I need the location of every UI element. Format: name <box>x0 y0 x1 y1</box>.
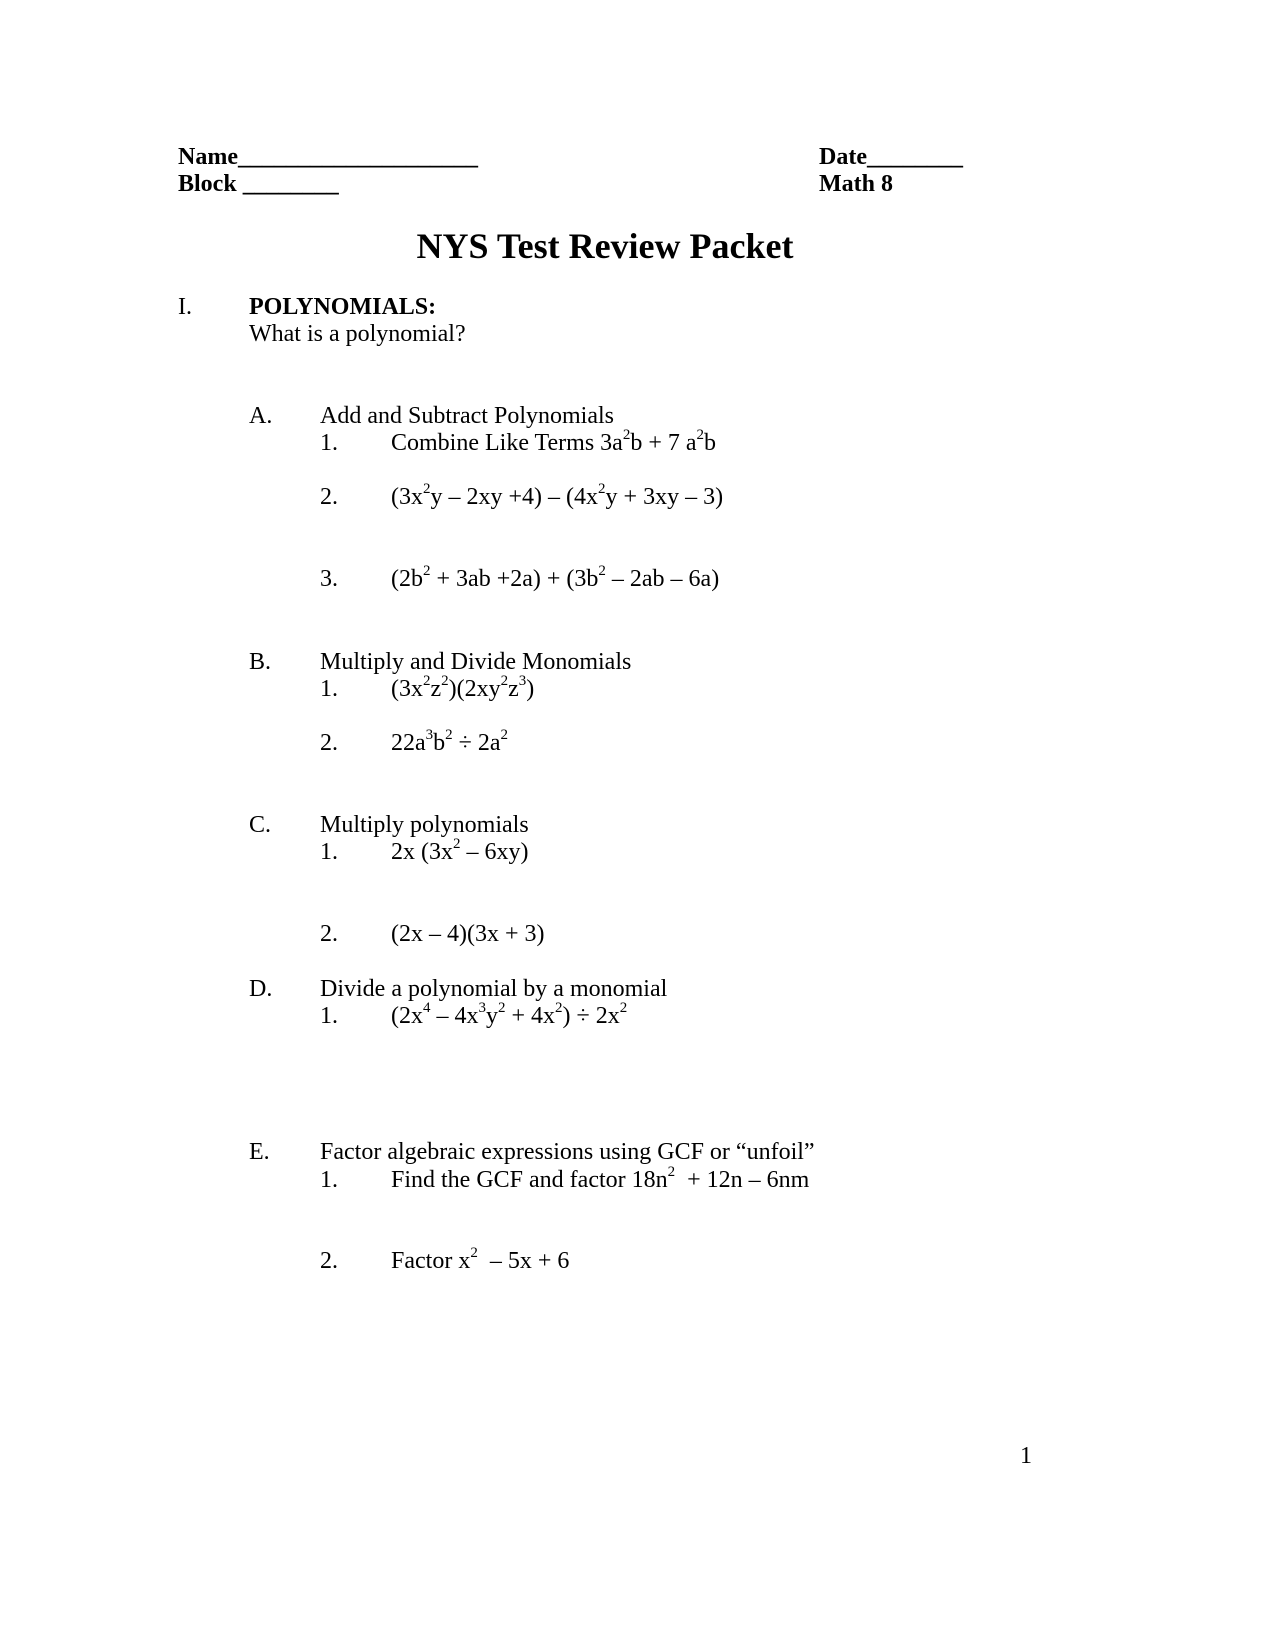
subsection-letter: D. <box>249 976 273 1002</box>
problem-number: 2. <box>320 1248 338 1274</box>
problem-number: 3. <box>320 566 338 592</box>
section-heading: POLYNOMIALS: <box>249 294 437 320</box>
problem-number: 1. <box>320 1003 338 1029</box>
problem-number: 1. <box>320 676 338 702</box>
problem-text: $(2b^2 + 3ab +2a) + (3b^2 - 2ab - 6a)$ <box>391 563 720 592</box>
subsection-title: Add and Subtract Polynomials <box>320 403 614 429</box>
problem-text: Factor $x^2 - 5x + 6$ <box>391 1245 570 1274</box>
section-numeral: I. <box>178 294 192 320</box>
date-label: Date <box>819 144 867 170</box>
problem-number: 2. <box>320 484 338 510</box>
block-field <box>178 170 339 198</box>
subsection-title: Multiply polynomials <box>320 812 529 838</box>
subsection-letter: A. <box>249 403 273 429</box>
name-field <box>178 143 478 171</box>
subsection-title: Multiply and Divide Monomials <box>320 649 632 675</box>
name-line: ____________________ <box>237 144 478 170</box>
problem-number: 1. <box>320 839 338 865</box>
problem-text: Find the GCF and factor $18n^2 + 12n - 6nm$ <box>391 1164 810 1193</box>
subsection-title: Factor algebraic expressions using GCF or “unfoil” <box>320 1139 815 1165</box>
problem-text: 2x $(3x^2 - 6xy)$ <box>391 836 529 865</box>
date-line: ________ <box>866 144 963 170</box>
section-question: What is a polynomial? <box>249 321 466 347</box>
problem-number: 1. <box>320 1167 338 1193</box>
problem-number: 2. <box>320 730 338 756</box>
block-line: ________ <box>242 171 339 197</box>
date-field <box>819 143 963 171</box>
subsection-letter: B. <box>249 649 272 675</box>
page-title: NYS Test Review Packet <box>416 226 794 266</box>
problem-text: $(3x^2y - 2xy +4) - (4x^2y + 3xy - 3)$ <box>391 481 724 510</box>
name-label: Name <box>178 144 238 170</box>
subsection-letter: C. <box>249 812 272 838</box>
problem-text: $22a^3b^2 \div 2a^2$ <box>391 727 508 756</box>
problem-text: $(3x^2z^2)(2xy^2z^3)$ <box>391 673 535 702</box>
problem-text: $(2x^4 - 4x^3y^2 + 4x^2) \div 2x^2$ <box>391 1000 628 1029</box>
problem-text: (2x – 4)(3x + 3) <box>391 921 545 947</box>
problem-number: 1. <box>320 430 338 456</box>
problem-number: 2. <box>320 921 338 947</box>
subsection-title: Divide a polynomial by a monomial <box>320 976 668 1002</box>
course-label: Math 8 <box>819 171 893 197</box>
block-label: Block <box>178 171 237 197</box>
subsection-letter: E. <box>249 1139 270 1165</box>
page-number: 1 <box>1020 1443 1032 1469</box>
problem-text: Combine Like Terms $3a^2b + 7$ $a^2b$ <box>391 427 717 456</box>
